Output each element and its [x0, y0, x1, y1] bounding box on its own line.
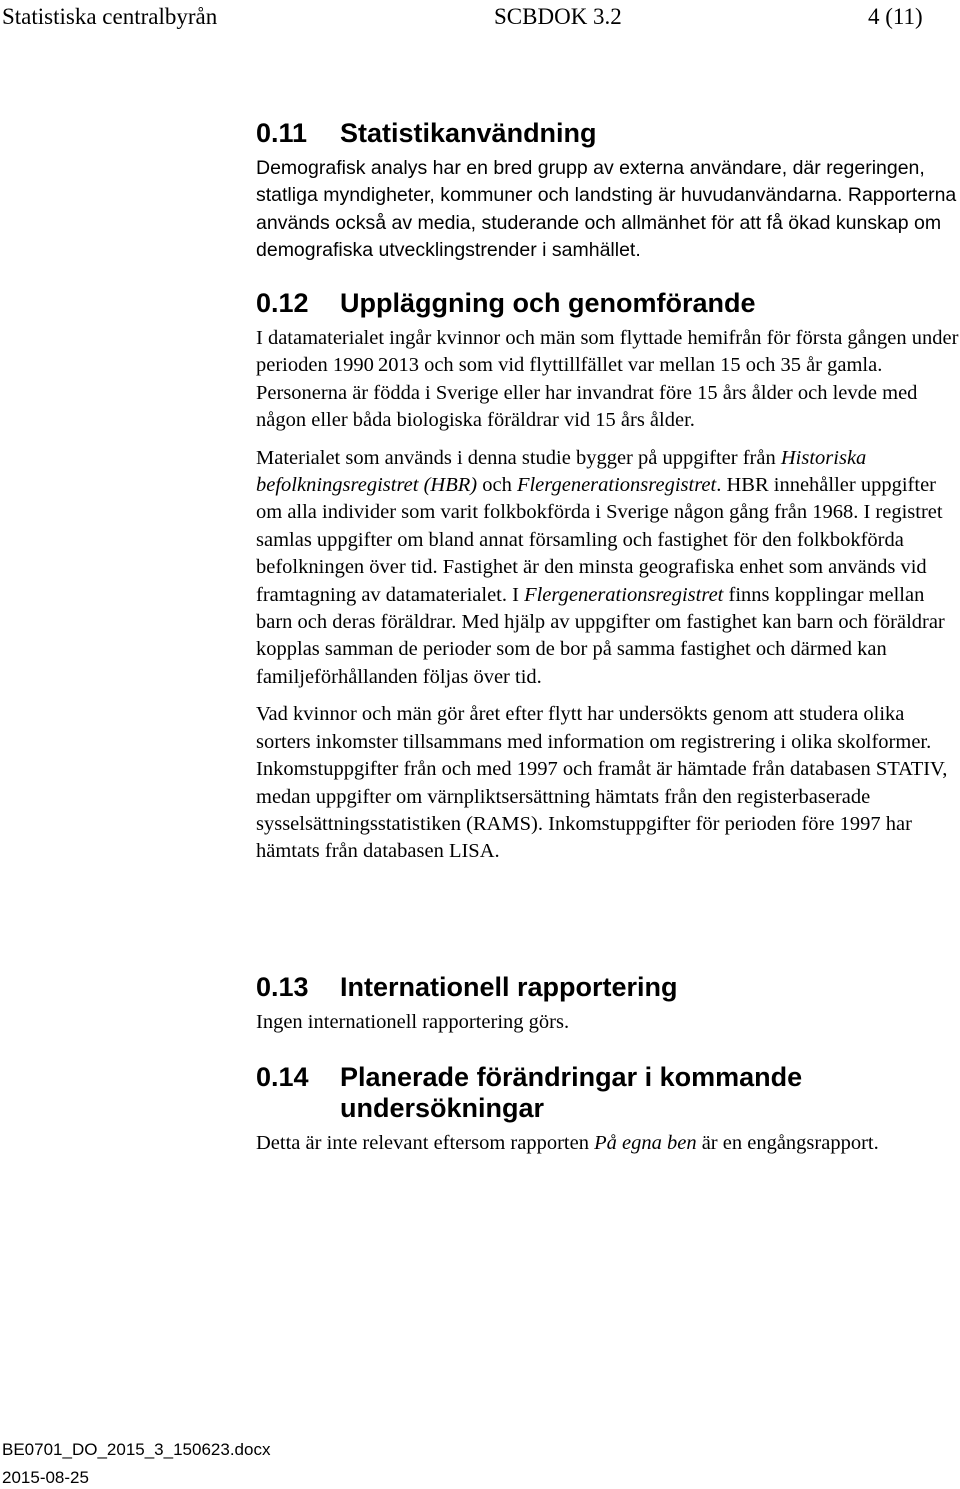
section-number: 0.11 — [256, 118, 308, 148]
section-number: 0.12 — [256, 288, 309, 318]
report-title: På egna ben — [594, 1132, 697, 1154]
section-planerade-forandringar — [256, 1062, 960, 1167]
register-name: Flergenerationsregistret — [516, 474, 717, 497]
section-heading — [256, 118, 960, 149]
text-run: Materialet som används i denna studie bygger på uppgifter från — [256, 446, 781, 469]
section-title: Planerade förändringar i kommande undersökningar — [340, 1062, 803, 1123]
footer-date: 2015-08-25 — [2, 1468, 89, 1487]
section-heading — [256, 1062, 960, 1124]
header-page-number: 4 (11) — [868, 4, 923, 29]
text-run: . HBR innehåller uppgifter om alla individer som varit folkbokförda i Sverige någon gång från 1968. I registret samlas uppgifter om bland annat församling och fastighet för den folkbokförda befolkningen över tid. Fastighet är den minsta geografiska enhet som används vid framtagning av datamaterialet. I — [256, 474, 943, 606]
section-title: Uppläggning och genomförande — [340, 288, 756, 318]
section-upplaggning — [256, 288, 960, 876]
section-number: 0.13 — [256, 972, 309, 1002]
section-title: Internationell rapportering — [340, 972, 678, 1002]
paragraph: Demografisk analys har en bred grupp av externa användare, där regeringen, statliga myndigheter, kommuner och landsting är huvudanvändarna. Rapporterna används också av media, studerande och allmänhet för att få ökad kunskap om demografiska utvecklingstrender i samhället. — [256, 157, 957, 262]
section-heading — [256, 972, 960, 1003]
register-name: Historiska befolkningsregistret (HBR) — [256, 446, 867, 497]
text-run: Detta är inte relevant eftersom rapporten — [256, 1132, 595, 1154]
section-internationell-rapportering — [256, 972, 960, 1046]
section-statistikanvandning — [256, 118, 960, 275]
header-document-id: SCBDOK 3.2 — [494, 4, 622, 29]
section-number: 0.14 — [256, 1062, 309, 1092]
register-name: Flergenerationsregistret — [524, 583, 724, 606]
text-run: är en engångsrapport. — [696, 1132, 879, 1154]
text-run: finns kopplingar mellan barn och deras föräldrar. Med hjälp av uppgifter om fastighet kan barn och föräldrar kopplas samman de perioder som de bor på samma fastighet och därmed kan familjeförhållanden följas över tid. — [256, 583, 945, 688]
text-run: och — [477, 474, 517, 497]
section-title: Statistikanvändning — [340, 118, 597, 148]
footer-filename: BE0701_DO_2015_3_150623.docx — [2, 1440, 271, 1459]
paragraph — [256, 445, 960, 692]
paragraph: Vad kvinnor och män gör året efter flytt har undersökts genom att studera olika sorters inkomster tillsammans med information om registrering i olika skolformer. Inkomstuppgifter från och med 1997 och framåt är hämtade från databasen STATIV, medan uppgifter om värnpliktsersättning hämtats från den registerbaserade sysselsättningsstatistiken (RAMS). Inkomstuppgifter för perioden före 1997 har hämtats från databasen LISA. — [256, 703, 948, 863]
section-heading — [256, 288, 960, 319]
paragraph: Ingen internationell rapportering görs. — [256, 1011, 570, 1033]
paragraph: I datamaterialet ingår kvinnor och män som flyttade hemifrån för första gången under perioden 1990 2013 och som vid flyttillfället var mellan 15 och 35 år gamla. Personerna är födda i Sverige eller har invandrat före 15 års ålder och levde med någon eller båda biologiska föräldrar vid 15 års ålder. — [256, 327, 959, 432]
header-organization: Statistiska centralbyrån — [2, 4, 218, 29]
paragraph — [256, 1130, 960, 1157]
